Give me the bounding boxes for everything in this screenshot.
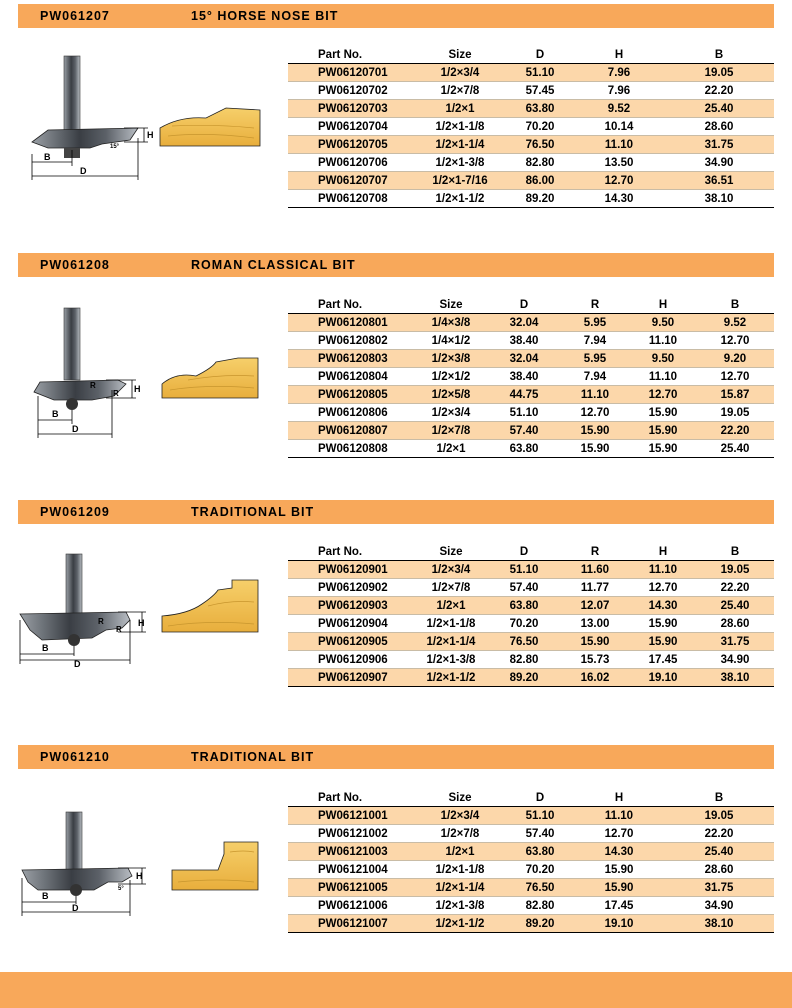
column-header: Size bbox=[414, 543, 488, 561]
cell: 1/2×3/8 bbox=[414, 350, 488, 368]
column-header: Size bbox=[414, 46, 506, 64]
column-header: R bbox=[560, 296, 630, 314]
cell: 12.70 bbox=[696, 368, 774, 386]
cell: 7.96 bbox=[574, 64, 664, 82]
cell: 38.40 bbox=[488, 332, 560, 350]
footer-band bbox=[0, 972, 792, 1008]
angle-label: 15° bbox=[110, 144, 120, 150]
cell: 15.90 bbox=[560, 422, 630, 440]
angle-label: 5° bbox=[118, 886, 124, 892]
cell: 63.80 bbox=[488, 597, 560, 615]
column-header: H bbox=[574, 46, 664, 64]
dimension-label-b: B bbox=[52, 409, 59, 419]
cell: PW06120805 bbox=[288, 386, 414, 404]
cell: 32.04 bbox=[488, 314, 560, 332]
cell: 76.50 bbox=[488, 633, 560, 651]
cell: 1/2×1-3/8 bbox=[414, 154, 506, 172]
cell: 10.14 bbox=[574, 118, 664, 136]
cell: 34.90 bbox=[664, 154, 774, 172]
cell: 15.90 bbox=[560, 633, 630, 651]
cell: 1/2×1/2 bbox=[414, 368, 488, 386]
cell: 89.20 bbox=[488, 669, 560, 687]
cell: 19.05 bbox=[696, 404, 774, 422]
cell: 70.20 bbox=[506, 861, 574, 879]
cell: 28.60 bbox=[664, 118, 774, 136]
cell: 1/2×1-3/8 bbox=[414, 897, 506, 915]
cell: 1/2×1 bbox=[414, 843, 506, 861]
cell: PW06120702 bbox=[288, 82, 414, 100]
section-header bbox=[18, 745, 774, 769]
cell: 1/2×1-1/2 bbox=[414, 190, 506, 208]
cell: PW06120703 bbox=[288, 100, 414, 118]
cell: PW06121007 bbox=[288, 915, 414, 933]
router-bit-drawing bbox=[18, 292, 288, 462]
cell: 12.70 bbox=[574, 825, 664, 843]
table-row bbox=[288, 897, 774, 915]
cell: PW06120905 bbox=[288, 633, 414, 651]
router-bit-drawing bbox=[18, 540, 288, 690]
column-header: D bbox=[488, 543, 560, 561]
dimension-label-b: B bbox=[42, 891, 49, 901]
router-bit-drawing bbox=[18, 44, 288, 214]
cell: 9.20 bbox=[696, 350, 774, 368]
cell: PW06121004 bbox=[288, 861, 414, 879]
section-title: 15° HORSE NOSE BIT bbox=[191, 9, 339, 23]
cell: 32.04 bbox=[488, 350, 560, 368]
cell: 15.90 bbox=[560, 440, 630, 458]
table-row bbox=[288, 615, 774, 633]
column-header: H bbox=[574, 789, 664, 807]
cell: 14.30 bbox=[574, 190, 664, 208]
column-header: D bbox=[506, 46, 574, 64]
cell: 82.80 bbox=[506, 897, 574, 915]
table-header-row bbox=[288, 543, 774, 561]
cell: 38.10 bbox=[664, 915, 774, 933]
table-row bbox=[288, 350, 774, 368]
cell: 11.10 bbox=[574, 807, 664, 825]
cell: 1/2×1 bbox=[414, 440, 488, 458]
cell: 70.20 bbox=[506, 118, 574, 136]
table-row bbox=[288, 118, 774, 136]
cell: PW06120806 bbox=[288, 404, 414, 422]
cell: 63.80 bbox=[488, 440, 560, 458]
cell: 12.07 bbox=[560, 597, 630, 615]
cell: 1/4×3/8 bbox=[414, 314, 488, 332]
cell: 1/2×1-1/4 bbox=[414, 879, 506, 897]
table-row bbox=[288, 807, 774, 825]
radius-label: R bbox=[90, 381, 96, 390]
dimension-label-h: H bbox=[138, 618, 145, 628]
bit-illustration bbox=[18, 786, 288, 956]
cell: 11.60 bbox=[560, 561, 630, 579]
cell: PW06120902 bbox=[288, 579, 414, 597]
cell: 15.90 bbox=[630, 422, 696, 440]
cell: PW06120802 bbox=[288, 332, 414, 350]
cell: 51.10 bbox=[506, 64, 574, 82]
dimension-label-b: B bbox=[44, 152, 51, 162]
table-row bbox=[288, 825, 774, 843]
cell: 34.90 bbox=[696, 651, 774, 669]
part-series-code: PW061208 bbox=[40, 258, 110, 272]
cell: 12.70 bbox=[630, 386, 696, 404]
cell: PW06120707 bbox=[288, 172, 414, 190]
cell: 22.20 bbox=[664, 825, 774, 843]
cell: PW06120904 bbox=[288, 615, 414, 633]
dimension-label-d: D bbox=[72, 424, 79, 434]
cell: 51.10 bbox=[488, 561, 560, 579]
cell: 51.10 bbox=[488, 404, 560, 422]
cell: 7.94 bbox=[560, 368, 630, 386]
dimension-label-h: H bbox=[134, 384, 141, 394]
cell: 76.50 bbox=[506, 136, 574, 154]
cell: 38.10 bbox=[664, 190, 774, 208]
table-row bbox=[288, 136, 774, 154]
spec-table bbox=[288, 789, 774, 933]
cell: 1/2×1-1/4 bbox=[414, 633, 488, 651]
cell: 25.40 bbox=[664, 843, 774, 861]
column-header: Part No. bbox=[288, 789, 414, 807]
cell: 57.40 bbox=[506, 825, 574, 843]
part-series-code: PW061207 bbox=[40, 9, 110, 23]
table-row bbox=[288, 669, 774, 687]
cell: PW06120807 bbox=[288, 422, 414, 440]
cell: 7.96 bbox=[574, 82, 664, 100]
radius-label: R bbox=[113, 389, 119, 398]
bit-illustration bbox=[18, 292, 288, 462]
cell: 1/2×3/4 bbox=[414, 807, 506, 825]
table-row bbox=[288, 915, 774, 933]
cell: 31.75 bbox=[664, 136, 774, 154]
section-title: ROMAN CLASSICAL BIT bbox=[191, 258, 356, 272]
cell: PW06120803 bbox=[288, 350, 414, 368]
cell: PW06121003 bbox=[288, 843, 414, 861]
column-header: Part No. bbox=[288, 296, 414, 314]
cell: 1/2×1-1/4 bbox=[414, 136, 506, 154]
table-row bbox=[288, 154, 774, 172]
cell: 12.70 bbox=[574, 172, 664, 190]
part-series-code: PW061209 bbox=[40, 505, 110, 519]
cell: 22.20 bbox=[664, 82, 774, 100]
cell: PW06120708 bbox=[288, 190, 414, 208]
cell: 1/2×3/4 bbox=[414, 404, 488, 422]
cell: 14.30 bbox=[630, 597, 696, 615]
table-row bbox=[288, 440, 774, 458]
table-row bbox=[288, 386, 774, 404]
table-row bbox=[288, 404, 774, 422]
cell: 19.05 bbox=[664, 64, 774, 82]
cell: 86.00 bbox=[506, 172, 574, 190]
table-row bbox=[288, 843, 774, 861]
cell: 89.20 bbox=[506, 190, 574, 208]
cell: 34.90 bbox=[664, 897, 774, 915]
cell: 11.10 bbox=[630, 561, 696, 579]
table-row bbox=[288, 879, 774, 897]
cell: 22.20 bbox=[696, 422, 774, 440]
table-row bbox=[288, 561, 774, 579]
cell: 1/2×1-1/2 bbox=[414, 669, 488, 687]
dimension-label-b: B bbox=[42, 643, 49, 653]
cell: 14.30 bbox=[574, 843, 664, 861]
cell: 12.70 bbox=[630, 579, 696, 597]
cell: 11.10 bbox=[630, 332, 696, 350]
cell: 1/2×7/8 bbox=[414, 579, 488, 597]
cell: 12.70 bbox=[560, 404, 630, 422]
cell: 57.45 bbox=[506, 82, 574, 100]
router-bit-drawing bbox=[18, 786, 288, 926]
table-row bbox=[288, 368, 774, 386]
cell: 15.90 bbox=[574, 879, 664, 897]
cell: 63.80 bbox=[506, 100, 574, 118]
cell: 1/2×1-1/2 bbox=[414, 915, 506, 933]
table-header-row bbox=[288, 296, 774, 314]
cell: 1/2×1-7/16 bbox=[414, 172, 506, 190]
cell: 15.87 bbox=[696, 386, 774, 404]
cell: 11.77 bbox=[560, 579, 630, 597]
cell: 1/2×7/8 bbox=[414, 82, 506, 100]
cell: PW06120901 bbox=[288, 561, 414, 579]
cell: 25.40 bbox=[696, 440, 774, 458]
spec-table bbox=[288, 296, 774, 458]
table-row bbox=[288, 597, 774, 615]
cell: 9.52 bbox=[696, 314, 774, 332]
cell: 15.90 bbox=[574, 861, 664, 879]
cell: PW06120701 bbox=[288, 64, 414, 82]
cell: 7.94 bbox=[560, 332, 630, 350]
column-header: B bbox=[664, 46, 774, 64]
table-row bbox=[288, 651, 774, 669]
cell: 9.52 bbox=[574, 100, 664, 118]
cell: PW06120906 bbox=[288, 651, 414, 669]
part-series-code: PW061210 bbox=[40, 750, 110, 764]
section-header bbox=[18, 4, 774, 28]
cell: 9.50 bbox=[630, 350, 696, 368]
cell: 76.50 bbox=[506, 879, 574, 897]
column-header: Size bbox=[414, 296, 488, 314]
cell: PW06120907 bbox=[288, 669, 414, 687]
dimension-label-h: H bbox=[147, 130, 154, 140]
cell: 51.10 bbox=[506, 807, 574, 825]
table-row bbox=[288, 82, 774, 100]
cell: 15.73 bbox=[560, 651, 630, 669]
cell: 22.20 bbox=[696, 579, 774, 597]
cell: 11.10 bbox=[560, 386, 630, 404]
radius-label: R bbox=[98, 617, 104, 626]
dimension-label-d: D bbox=[80, 166, 87, 176]
dimension-label-d: D bbox=[72, 903, 79, 913]
spec-table bbox=[288, 543, 774, 687]
cell: 38.10 bbox=[696, 669, 774, 687]
cell: 11.10 bbox=[574, 136, 664, 154]
cell: 82.80 bbox=[488, 651, 560, 669]
cell: 11.10 bbox=[630, 368, 696, 386]
cell: 44.75 bbox=[488, 386, 560, 404]
cell: 1/2×1-1/8 bbox=[414, 615, 488, 633]
column-header: R bbox=[560, 543, 630, 561]
cell: 28.60 bbox=[664, 861, 774, 879]
column-header: D bbox=[488, 296, 560, 314]
cell: 36.51 bbox=[664, 172, 774, 190]
table-row bbox=[288, 64, 774, 82]
cell: 12.70 bbox=[696, 332, 774, 350]
cell: 1/2×1 bbox=[414, 100, 506, 118]
cell: 13.50 bbox=[574, 154, 664, 172]
table-row bbox=[288, 314, 774, 332]
table-header-row bbox=[288, 789, 774, 807]
cell: 38.40 bbox=[488, 368, 560, 386]
cell: 15.90 bbox=[630, 615, 696, 633]
cell: 1/2×3/4 bbox=[414, 64, 506, 82]
table-row bbox=[288, 633, 774, 651]
cell: 1/2×7/8 bbox=[414, 422, 488, 440]
cell: 28.60 bbox=[696, 615, 774, 633]
cell: PW06121001 bbox=[288, 807, 414, 825]
cell: 15.90 bbox=[630, 633, 696, 651]
section-header bbox=[18, 253, 774, 277]
cell: 63.80 bbox=[506, 843, 574, 861]
bit-illustration bbox=[18, 44, 288, 214]
cell: 1/2×1-3/8 bbox=[414, 651, 488, 669]
cell: 5.95 bbox=[560, 314, 630, 332]
cell: 13.00 bbox=[560, 615, 630, 633]
cell: PW06120903 bbox=[288, 597, 414, 615]
cell: PW06121005 bbox=[288, 879, 414, 897]
cell: PW06120801 bbox=[288, 314, 414, 332]
table-header-row bbox=[288, 46, 774, 64]
column-header: B bbox=[664, 789, 774, 807]
column-header: Size bbox=[414, 789, 506, 807]
cell: 15.90 bbox=[630, 440, 696, 458]
cell: 19.05 bbox=[696, 561, 774, 579]
column-header: Part No. bbox=[288, 46, 414, 64]
table-row bbox=[288, 100, 774, 118]
cell: 1/2×3/4 bbox=[414, 561, 488, 579]
column-header: Part No. bbox=[288, 543, 414, 561]
cell: PW06120804 bbox=[288, 368, 414, 386]
table-row bbox=[288, 579, 774, 597]
cell: 31.75 bbox=[664, 879, 774, 897]
table-row bbox=[288, 172, 774, 190]
column-header: D bbox=[506, 789, 574, 807]
column-header: H bbox=[630, 543, 696, 561]
cell: PW06120808 bbox=[288, 440, 414, 458]
cell: 15.90 bbox=[630, 404, 696, 422]
cell: 82.80 bbox=[506, 154, 574, 172]
cell: 1/2×1-1/8 bbox=[414, 118, 506, 136]
section-header bbox=[18, 500, 774, 524]
cell: 57.40 bbox=[488, 422, 560, 440]
section-title: TRADITIONAL BIT bbox=[191, 750, 315, 764]
cell: 17.45 bbox=[574, 897, 664, 915]
cell: PW06120705 bbox=[288, 136, 414, 154]
cell: 19.10 bbox=[630, 669, 696, 687]
cell: 89.20 bbox=[506, 915, 574, 933]
column-header: B bbox=[696, 296, 774, 314]
cell: 19.10 bbox=[574, 915, 664, 933]
table-row bbox=[288, 332, 774, 350]
cell: 25.40 bbox=[696, 597, 774, 615]
column-header: H bbox=[630, 296, 696, 314]
bit-illustration bbox=[18, 540, 288, 710]
cell: 57.40 bbox=[488, 579, 560, 597]
spec-table bbox=[288, 46, 774, 208]
cell: 5.95 bbox=[560, 350, 630, 368]
table-row bbox=[288, 190, 774, 208]
cell: 25.40 bbox=[664, 100, 774, 118]
dimension-label-h: H bbox=[136, 871, 143, 881]
cell: 1/4×1/2 bbox=[414, 332, 488, 350]
cell: 9.50 bbox=[630, 314, 696, 332]
cell: PW06121006 bbox=[288, 897, 414, 915]
table-row bbox=[288, 422, 774, 440]
cell: 70.20 bbox=[488, 615, 560, 633]
cell: 1/2×1-1/8 bbox=[414, 861, 506, 879]
cell: 1/2×1 bbox=[414, 597, 488, 615]
cell: PW06120706 bbox=[288, 154, 414, 172]
cell: PW06121002 bbox=[288, 825, 414, 843]
cell: 16.02 bbox=[560, 669, 630, 687]
dimension-label-d: D bbox=[74, 659, 81, 669]
cell: 1/2×5/8 bbox=[414, 386, 488, 404]
cell: 19.05 bbox=[664, 807, 774, 825]
cell: PW06120704 bbox=[288, 118, 414, 136]
cell: 31.75 bbox=[696, 633, 774, 651]
radius-label: R bbox=[116, 625, 122, 634]
cell: 17.45 bbox=[630, 651, 696, 669]
column-header: B bbox=[696, 543, 774, 561]
table-row bbox=[288, 861, 774, 879]
section-title: TRADITIONAL BIT bbox=[191, 505, 315, 519]
cell: 1/2×7/8 bbox=[414, 825, 506, 843]
